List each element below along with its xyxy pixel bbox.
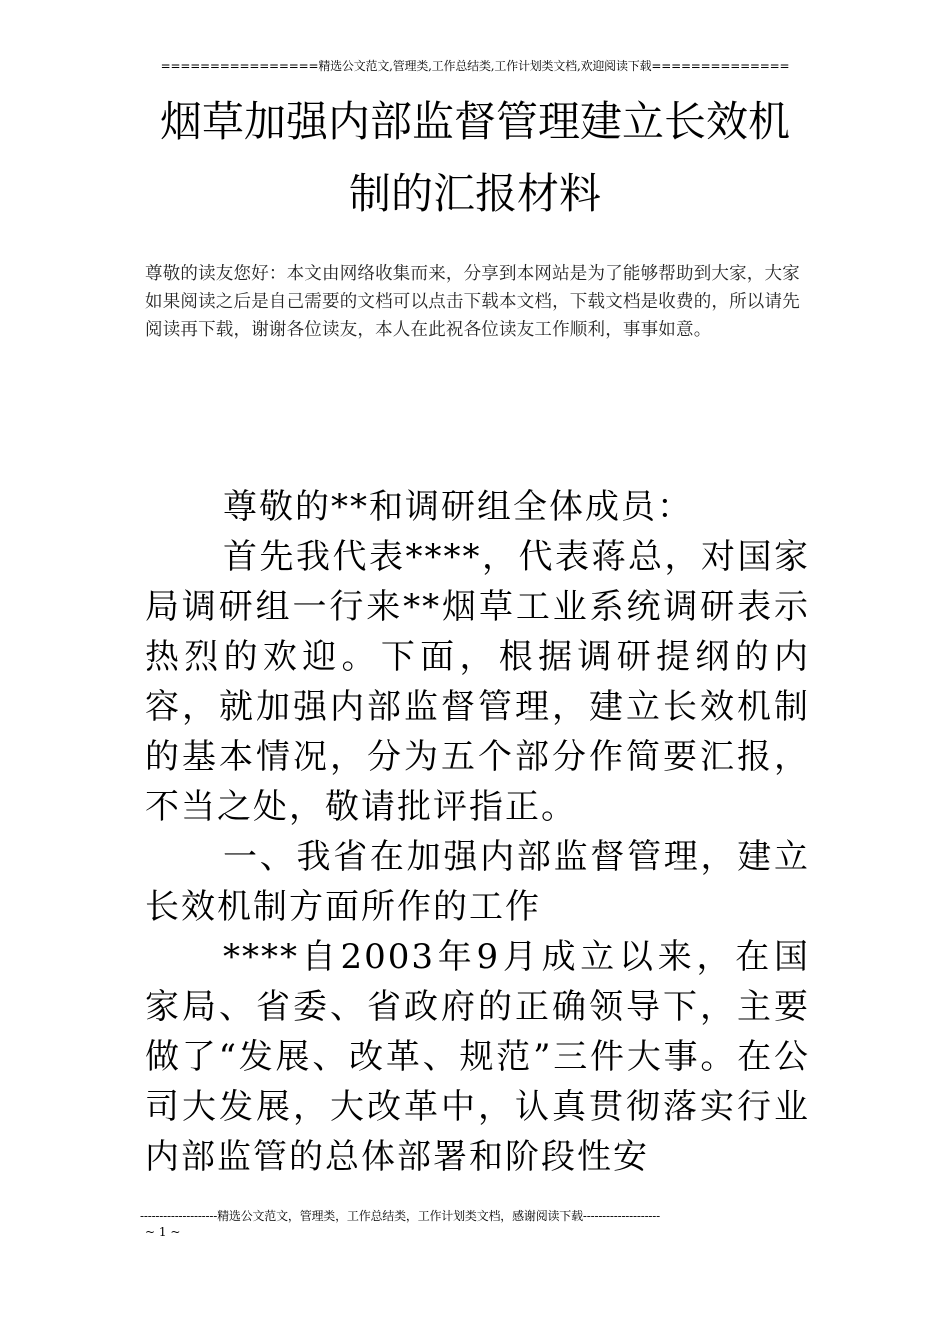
document-title — [140, 86, 810, 230]
title-line-2: 制的汇报材料 — [348, 169, 601, 218]
header-banner: ================精选公文范文,管理类,工作总结类,工作计划类文档,欢迎阅读下载============== — [160, 59, 790, 73]
body-paragraph-salutation: 尊敬的**和调研组全体成员： — [223, 487, 693, 527]
title-line-1: 烟草加强内部监督管理建立长效机 — [159, 97, 790, 146]
page-number: ~ 1 ~ — [145, 1225, 181, 1239]
footer-banner: --------------------精选公文范文，管理类，工作总结类，工作计划类文档，感谢阅读下载-------------------- — [140, 1209, 660, 1223]
document-body — [145, 482, 810, 1182]
reader-notice: 尊敬的读友您好：本文由网络收集而来，分享到本网站是为了能够帮助到大家，大家如果阅读之后是自己需要的文档可以点击下载本文档，下载文档是收费的，所以请先阅读再下载，谢谢各位读友，本人在此祝各位读友工作顺利，事事如意。 — [145, 264, 800, 340]
body-paragraph-content: ****自2003年9月成立以来，在国家局、省委、省政府的正确领导下，主要做了“发展、改革、规范”三件大事。在公司大发展，大改革中，认真贯彻落实行业内部监管的总体部署和阶段性安 — [145, 937, 810, 1177]
body-paragraph-intro: 首先我代表****，代表蒋总，对国家局调研组一行来**烟草工业系统调研表示热烈的欢迎。下面，根据调研提纲的内容，就加强内部监督管理，建立长效机制的基本情况，分为五个部分作简要汇报，不当之处，敬请批评指正。 — [145, 537, 810, 827]
body-paragraph-section-heading: 一、我省在加强内部监督管理，建立长效机制方面所作的工作 — [145, 837, 810, 927]
